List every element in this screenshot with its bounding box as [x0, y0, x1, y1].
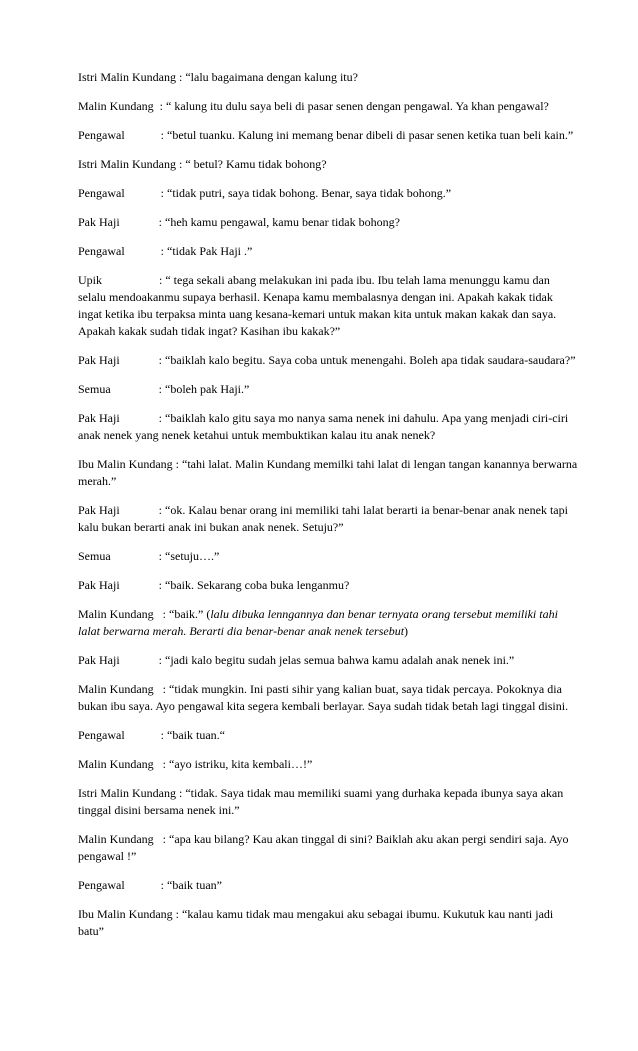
dialogue-line [78, 681, 578, 715]
speaker-name: Malin Kundang [78, 99, 154, 113]
speaker-separator: : [176, 70, 186, 84]
speaker-name: Istri Malin Kundang [78, 786, 176, 800]
dialogue-text: “baik. Sekarang coba buka lenganmu? [165, 578, 350, 592]
speaker-name: Upik [78, 273, 102, 287]
speaker-separator: : [124, 728, 167, 742]
speaker-separator: : [119, 653, 166, 667]
speaker-name: Pengawal [78, 728, 125, 742]
speaker-separator: : [119, 215, 166, 229]
speaker-name: Pengawal [78, 186, 125, 200]
dialogue-text: “heh kamu pengawal, kamu benar tidak bohong? [165, 215, 400, 229]
dialogue-text: “apa kau bilang? Kau akan tinggal di sini? Baiklah aku akan pergi sendiri saja. Ayo pengawal !” [78, 832, 569, 863]
speaker-name: Istri Malin Kundang [78, 157, 176, 171]
dialogue-text: “baiklah kalo begitu. Saya coba untuk menengahi. Boleh apa tidak saudara-saudara?” [165, 353, 576, 367]
dialogue-text: “tidak. Saya tidak mau memiliki suami yang durhaka kepada ibunya saya akan tinggal disini bersama nenek ini.” [78, 786, 564, 817]
dialogue-line [78, 272, 578, 340]
speaker-name: Malin Kundang [78, 757, 154, 771]
speaker-separator: : [124, 186, 167, 200]
dialogue-line [78, 652, 578, 669]
speaker-separator: : [124, 878, 167, 892]
dialogue-line [78, 606, 578, 640]
dialogue-line [78, 548, 578, 565]
speaker-separator: : [172, 907, 182, 921]
dialogue-line [78, 877, 578, 894]
script-page [78, 69, 578, 952]
speaker-separator: : [176, 786, 186, 800]
dialogue-text: “ kalung itu dulu saya beli di pasar senen dengan pengawal. Ya khan pengawal? [166, 99, 549, 113]
dialogue-text: “ok. Kalau benar orang ini memiliki tahi lalat berarti ia benar-benar anak nenek tapi kalu bukan berarti anak ini bukan anak nenek. Setuju?” [78, 503, 568, 534]
speaker-name: Malin Kundang [78, 682, 154, 696]
speaker-name: Istri Malin Kundang [78, 70, 176, 84]
stage-direction: lalu dibuka lenngannya dan benar ternyata orang tersebut memiliki tahi lalat berwarna merah. Berarti dia benar-benar anak nenek tersebut [78, 607, 558, 638]
dialogue-line [78, 381, 578, 398]
dialogue-text: “betul tuanku. Kalung ini memang benar dibeli di pasar senen ketika tuan beli kain.” [167, 128, 574, 142]
dialogue-line [78, 410, 578, 444]
dialogue-text: “lalu bagaimana dengan kalung itu? [185, 70, 358, 84]
dialogue-text: “tidak mungkin. Ini pasti sihir yang kalian buat, saya tidak percaya. Pokoknya dia bukan ibu saya. Ayo pengawal kita segera kembali berlayar. Saya sudah tidak betah lagi tinggal disini. [78, 682, 569, 713]
dialogue-text: “setuju….” [165, 549, 220, 563]
closing-paren: ) [404, 624, 409, 638]
speaker-name: Pengawal [78, 244, 125, 258]
speaker-name: Pak Haji [78, 578, 120, 592]
dialogue-line [78, 98, 578, 115]
speaker-separator: : [153, 757, 169, 771]
dialogue-line [78, 577, 578, 594]
speaker-separator: : [119, 503, 166, 517]
dialogue-line [78, 502, 578, 536]
speaker-name: Malin Kundang [78, 607, 154, 621]
dialogue-text: “kalau kamu tidak mau mengakui aku sebagai ibumu. Kukutuk kau nanti jadi batu” [78, 907, 554, 938]
dialogue-text: “tidak putri, saya tidak bohong. Benar, saya tidak bohong.” [167, 186, 452, 200]
speaker-separator: : [119, 353, 166, 367]
dialogue-text: “boleh pak Haji.” [165, 382, 250, 396]
speaker-name: Pak Haji [78, 653, 120, 667]
speaker-separator: : [110, 549, 166, 563]
speaker-name: Semua [78, 549, 111, 563]
speaker-separator: : [124, 128, 167, 142]
dialogue-text: “ betul? Kamu tidak bohong? [185, 157, 327, 171]
speaker-separator: : [153, 607, 169, 621]
dialogue-line [78, 906, 578, 940]
dialogue-line [78, 456, 578, 490]
dialogue-text: “jadi kalo begitu sudah jelas semua bahwa kamu adalah anak nenek ini.” [165, 653, 515, 667]
speaker-separator: : [176, 157, 186, 171]
speaker-separator: : [102, 273, 166, 287]
speaker-name: Pak Haji [78, 411, 120, 425]
speaker-separator: : [153, 682, 169, 696]
dialogue-line [78, 785, 578, 819]
dialogue-line [78, 185, 578, 202]
speaker-name: Pengawal [78, 128, 125, 142]
speaker-name: Ibu Malin Kundang [78, 907, 173, 921]
speaker-name: Pak Haji [78, 353, 120, 367]
dialogue-text: “ tega sekali abang melakukan ini pada ibu. Ibu telah lama menunggu kamu dan selalu mendoakanmu supaya berhasil. Kenapa kamu membalasnya dengan ini. Apakah kakak tidak ingat ketika ibu terpaksa minta uang kesana-kemari untuk makan kita untuk makan kakak dan saya. Apakah kakak sudah tidak ingat? Kasihan ibu kakak?” [78, 273, 557, 338]
dialogue-text: “baik tuan” [167, 878, 222, 892]
speaker-name: Ibu Malin Kundang [78, 457, 173, 471]
speaker-separator: : [153, 99, 166, 113]
dialogue-line [78, 156, 578, 173]
dialogue-text: “tidak Pak Haji .” [167, 244, 253, 258]
speaker-separator: : [172, 457, 182, 471]
speaker-name: Malin Kundang [78, 832, 154, 846]
dialogue-line [78, 727, 578, 744]
dialogue-line [78, 127, 578, 144]
dialogue-line [78, 243, 578, 260]
dialogue-line [78, 756, 578, 773]
dialogue-text: “ayo istriku, kita kembali…!” [169, 757, 313, 771]
speaker-separator: : [119, 578, 166, 592]
dialogue-line [78, 69, 578, 86]
speaker-name: Pengawal [78, 878, 125, 892]
dialogue-text: “tahi lalat. Malin Kundang memilki tahi lalat di lengan tangan kanannya berwarna merah.” [78, 457, 578, 488]
dialogue-text: “baiklah kalo gitu saya mo nanya sama nenek ini dahulu. Apa yang menjadi ciri-ciri anak nenek yang nenek ketahui untuk membuktikan kalau itu anak nenek? [78, 411, 569, 442]
speaker-separator: : [124, 244, 167, 258]
dialogue-text: “baik.” ( [169, 607, 211, 621]
speaker-name: Pak Haji [78, 215, 120, 229]
speaker-separator: : [119, 411, 166, 425]
speaker-separator: : [110, 382, 166, 396]
dialogue-line [78, 352, 578, 369]
speaker-name: Semua [78, 382, 111, 396]
dialogue-line [78, 831, 578, 865]
speaker-separator: : [153, 832, 169, 846]
speaker-name: Pak Haji [78, 503, 120, 517]
dialogue-line [78, 214, 578, 231]
dialogue-text: “baik tuan.“ [167, 728, 225, 742]
